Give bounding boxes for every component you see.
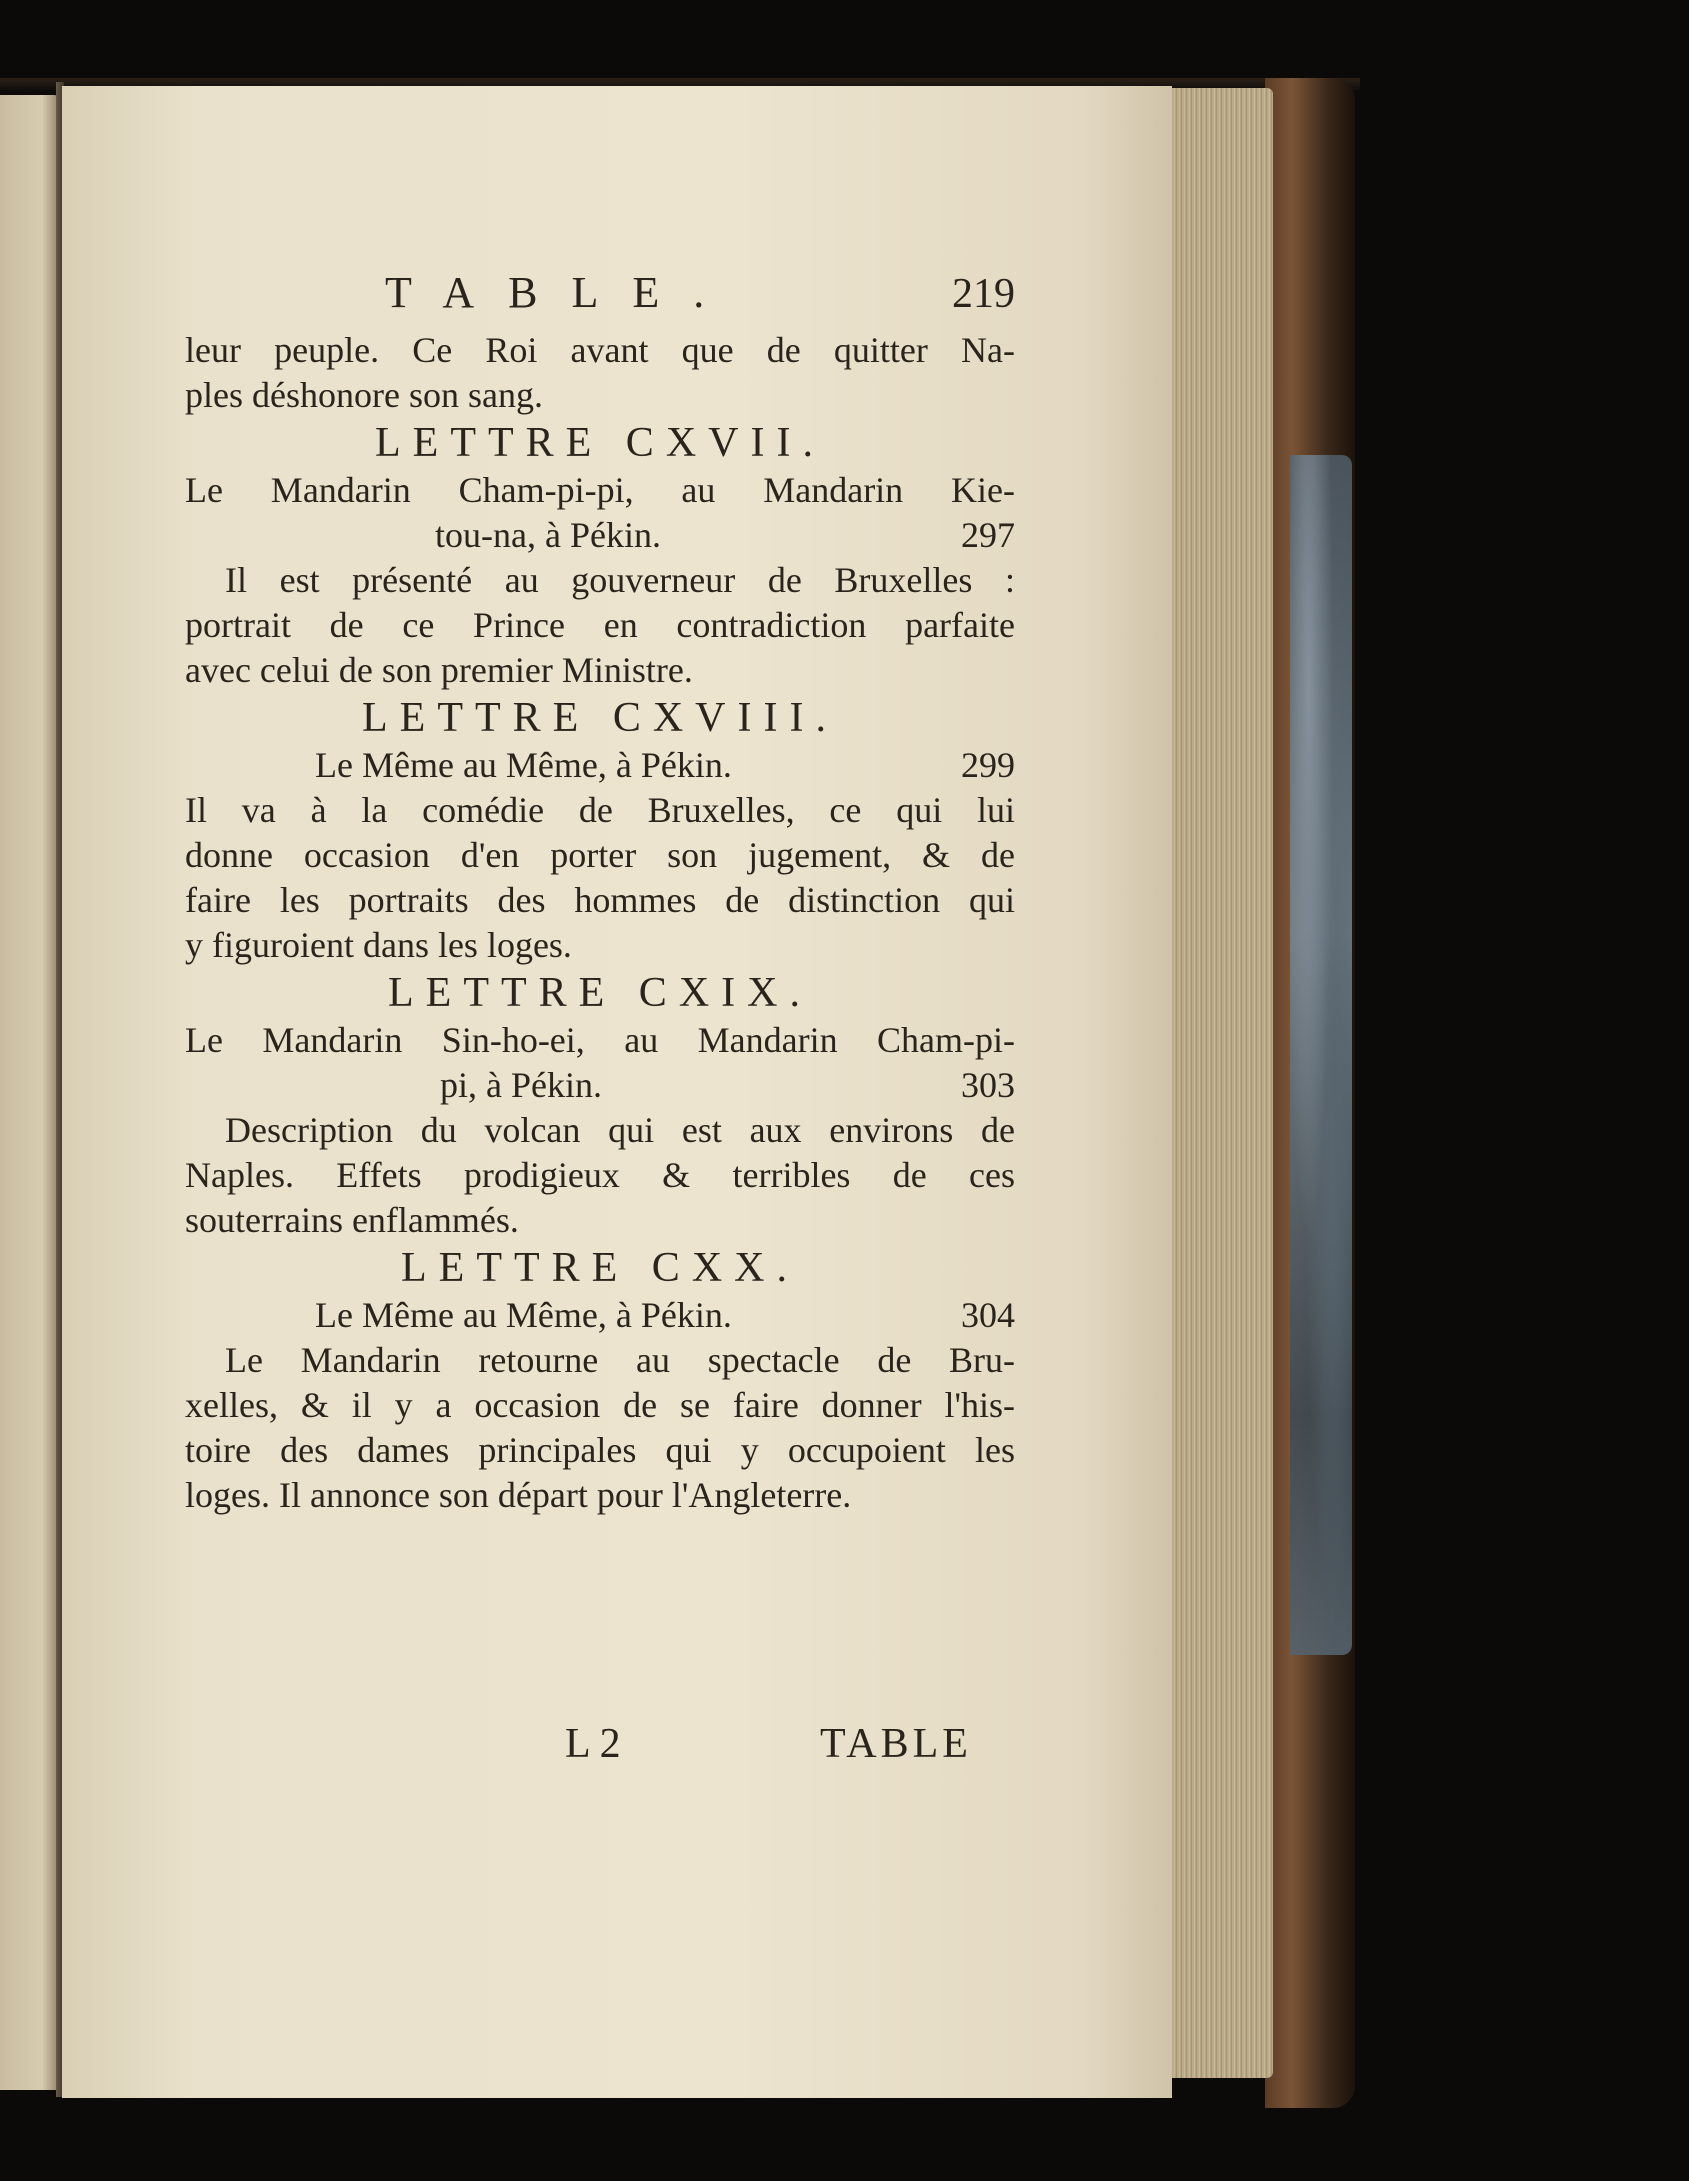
address-page: 297 (961, 515, 1015, 555)
summary-line: souterrains enflammés. (185, 1200, 519, 1240)
letter-entry (185, 1243, 1015, 1518)
address-page: 303 (961, 1065, 1015, 1105)
address-last-line (185, 1063, 1015, 1108)
summary-line: Il va à la comédie de Bruxelles, ce qui lui (185, 790, 1015, 830)
summary-line: donne occasion d'en porter son jugement, & de (185, 835, 1015, 875)
address-text: Le Même au Même, à Pékin. (315, 745, 732, 785)
address-page: 304 (961, 1295, 1015, 1335)
letter-heading: LETTRE CXVIII. (362, 695, 838, 741)
letter-heading: LETTRE CXIX. (388, 970, 812, 1016)
signature-mark: L 2 (565, 1721, 621, 1767)
marbled-cover-board (1290, 455, 1352, 1655)
continuation-line: leur peuple. Ce Roi avant que de quitter Na- (185, 330, 1015, 370)
catchword: TABLE (820, 1721, 972, 1767)
address-last-line (185, 513, 1015, 558)
address-last-line (185, 1293, 1015, 1338)
page-text (185, 270, 1015, 1518)
summary-line: Le Mandarin retourne au spectacle de Bru- (225, 1340, 1015, 1380)
letter-entry (185, 693, 1015, 968)
address-text: Le Même au Même, à Pékin. (315, 1295, 732, 1335)
summary-line: Description du volcan qui est aux environs de (225, 1110, 1015, 1150)
summary-line: loges. Il annonce son départ pour l'Angleterre. (185, 1475, 852, 1515)
page-number: 219 (952, 271, 1015, 317)
running-head-title: TABLE. (385, 268, 739, 317)
address-line: Le Mandarin Cham-pi-pi, au Mandarin Kie- (185, 470, 1015, 510)
letter-heading: LETTRE CXVII. (375, 420, 825, 466)
running-head (185, 270, 1015, 328)
address-line: Le Mandarin Sin-ho-ei, au Mandarin Cham-pi- (185, 1020, 1015, 1060)
summary-line: xelles, & il y a occasion de se faire donner l'his- (185, 1385, 1015, 1425)
left-page-edge (0, 95, 60, 2090)
letter-entry (185, 418, 1015, 693)
summary-line: faire les portraits des hommes de distinction qui (185, 880, 1015, 920)
letter-entry (185, 968, 1015, 1243)
summary-line: y figuroient dans les loges. (185, 925, 572, 965)
address-text: tou-na, à Pékin. (435, 515, 661, 555)
summary-line: portrait de ce Prince en contradiction parfaite (185, 605, 1015, 645)
summary-line: toire des dames principales qui y occupoient les (185, 1430, 1015, 1470)
address-last-line (185, 743, 1015, 788)
summary-line: avec celui de son premier Ministre. (185, 650, 693, 690)
address-page: 299 (961, 745, 1015, 785)
entry-continuation (185, 328, 1015, 418)
letter-heading: LETTRE CXX. (401, 1245, 799, 1291)
page-block-edges (1168, 88, 1273, 2078)
summary-line: Il est présenté au gouverneur de Bruxelles : (225, 560, 1015, 600)
address-text: pi, à Pékin. (440, 1065, 602, 1105)
summary-line: Naples. Effets prodigieux & terribles de ces (185, 1155, 1015, 1195)
continuation-line: ples déshonore son sang. (185, 375, 543, 415)
